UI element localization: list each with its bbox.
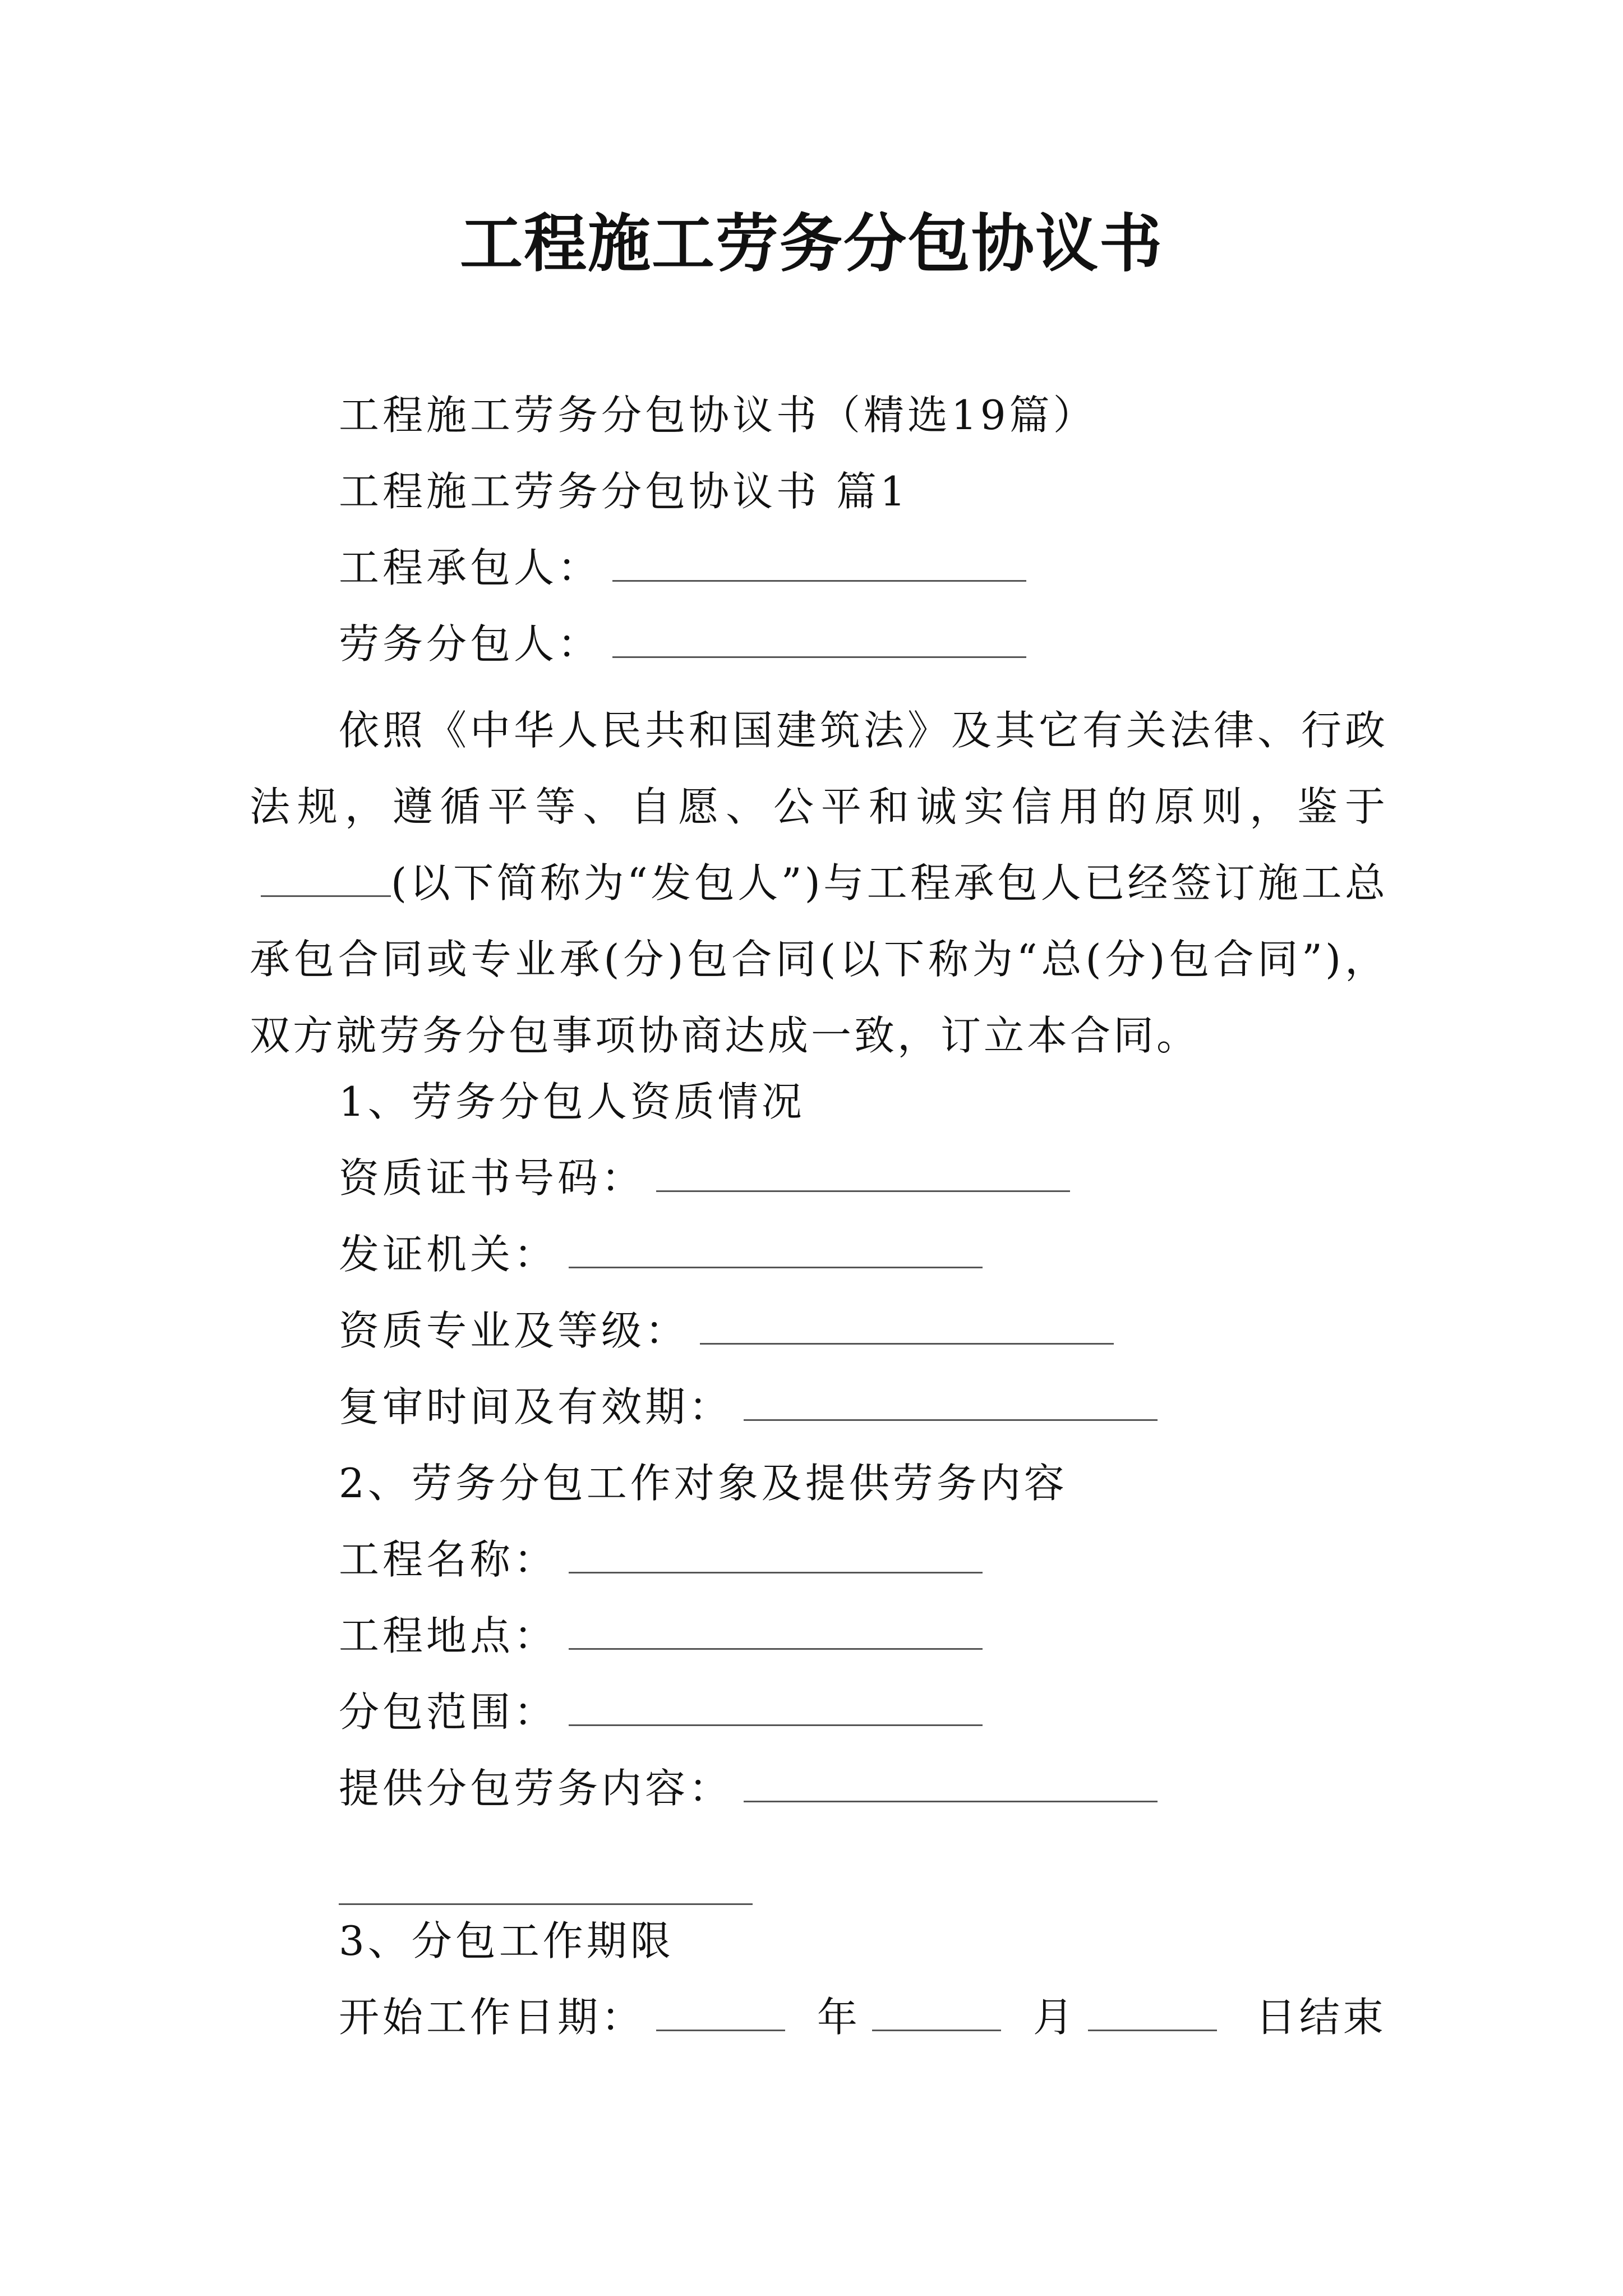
contractor-blank[interactable]	[612, 579, 1026, 582]
content-label: 提供分包劳务内容：	[339, 1765, 733, 1812]
specialty-blank[interactable]	[700, 1342, 1114, 1345]
review-line	[339, 1379, 1158, 1435]
preamble-text-rest: (以下简称为“发包人”)与工程承包人已经签订施工总承包合同或专业承(分)包合同(以下称为“总(分)包合同”)，双方就劳务分包事项协商达成一致，订立本合同。	[250, 859, 1388, 1059]
specialty-line	[339, 1303, 1114, 1359]
subcontractor-line	[339, 616, 1026, 672]
project-name-line	[339, 1531, 983, 1588]
cert-no-line	[339, 1150, 1070, 1206]
specialty-label: 资质专业及等级：	[339, 1307, 689, 1354]
subcontractor-label: 劳务分包人：	[339, 620, 602, 668]
day-end-label: 日结束	[1255, 1994, 1387, 2041]
project-name-label: 工程名称：	[339, 1536, 558, 1583]
start-date-line	[339, 1989, 1387, 2045]
contractor-line	[339, 540, 1026, 596]
section3-heading: 3、分包工作期限	[339, 1917, 674, 1964]
cert-no-blank[interactable]	[656, 1190, 1070, 1192]
section2-heading: 2、劳务分包工作对象及提供劳务内容	[339, 1460, 1068, 1507]
month-blank[interactable]	[872, 2029, 1001, 2031]
cert-no-label: 资质证书号码：	[339, 1154, 645, 1202]
year-label: 年	[817, 1994, 861, 2041]
review-blank[interactable]	[744, 1419, 1158, 1421]
section1-heading: 1、劳务分包人资质情况	[339, 1078, 805, 1125]
project-site-blank[interactable]	[569, 1648, 983, 1650]
scope-line	[339, 1684, 983, 1740]
subcontractor-blank[interactable]	[612, 656, 1026, 658]
start-date-label: 开始工作日期：	[339, 1994, 645, 2041]
year-blank[interactable]	[656, 2029, 785, 2031]
contractor-label: 工程承包人：	[339, 544, 602, 591]
issuer-line	[339, 1226, 983, 1282]
content-line	[339, 1760, 1158, 1816]
preamble-paragraph	[250, 692, 1388, 1074]
scope-blank[interactable]	[569, 1724, 983, 1726]
content-blank[interactable]	[744, 1800, 1158, 1802]
part-heading: 工程施工劳务分包协议书 篇1	[339, 468, 909, 515]
scope-label: 分包范围：	[339, 1688, 558, 1736]
review-label: 复审时间及有效期：	[339, 1383, 733, 1430]
subtitle: 工程施工劳务分包协议书（精选19篇）	[339, 392, 1097, 439]
document-title: 工程施工劳务分包协议书	[460, 207, 1163, 280]
day-blank[interactable]	[1088, 2029, 1217, 2031]
month-label: 月	[1032, 1994, 1077, 2041]
issuer-label: 发证机关：	[339, 1231, 558, 1278]
employer-blank[interactable]	[261, 895, 391, 897]
content-blank-continued[interactable]	[339, 1903, 753, 1905]
project-name-blank[interactable]	[569, 1571, 983, 1573]
preamble-text: 依照《中华人民共和国建筑法》及其它有关法律、行政法规，遵循平等、自愿、公平和诚实信用的原则，鉴于	[250, 707, 1388, 830]
project-site-line	[339, 1608, 983, 1664]
issuer-blank[interactable]	[569, 1266, 983, 1268]
project-site-label: 工程地点：	[339, 1612, 558, 1659]
